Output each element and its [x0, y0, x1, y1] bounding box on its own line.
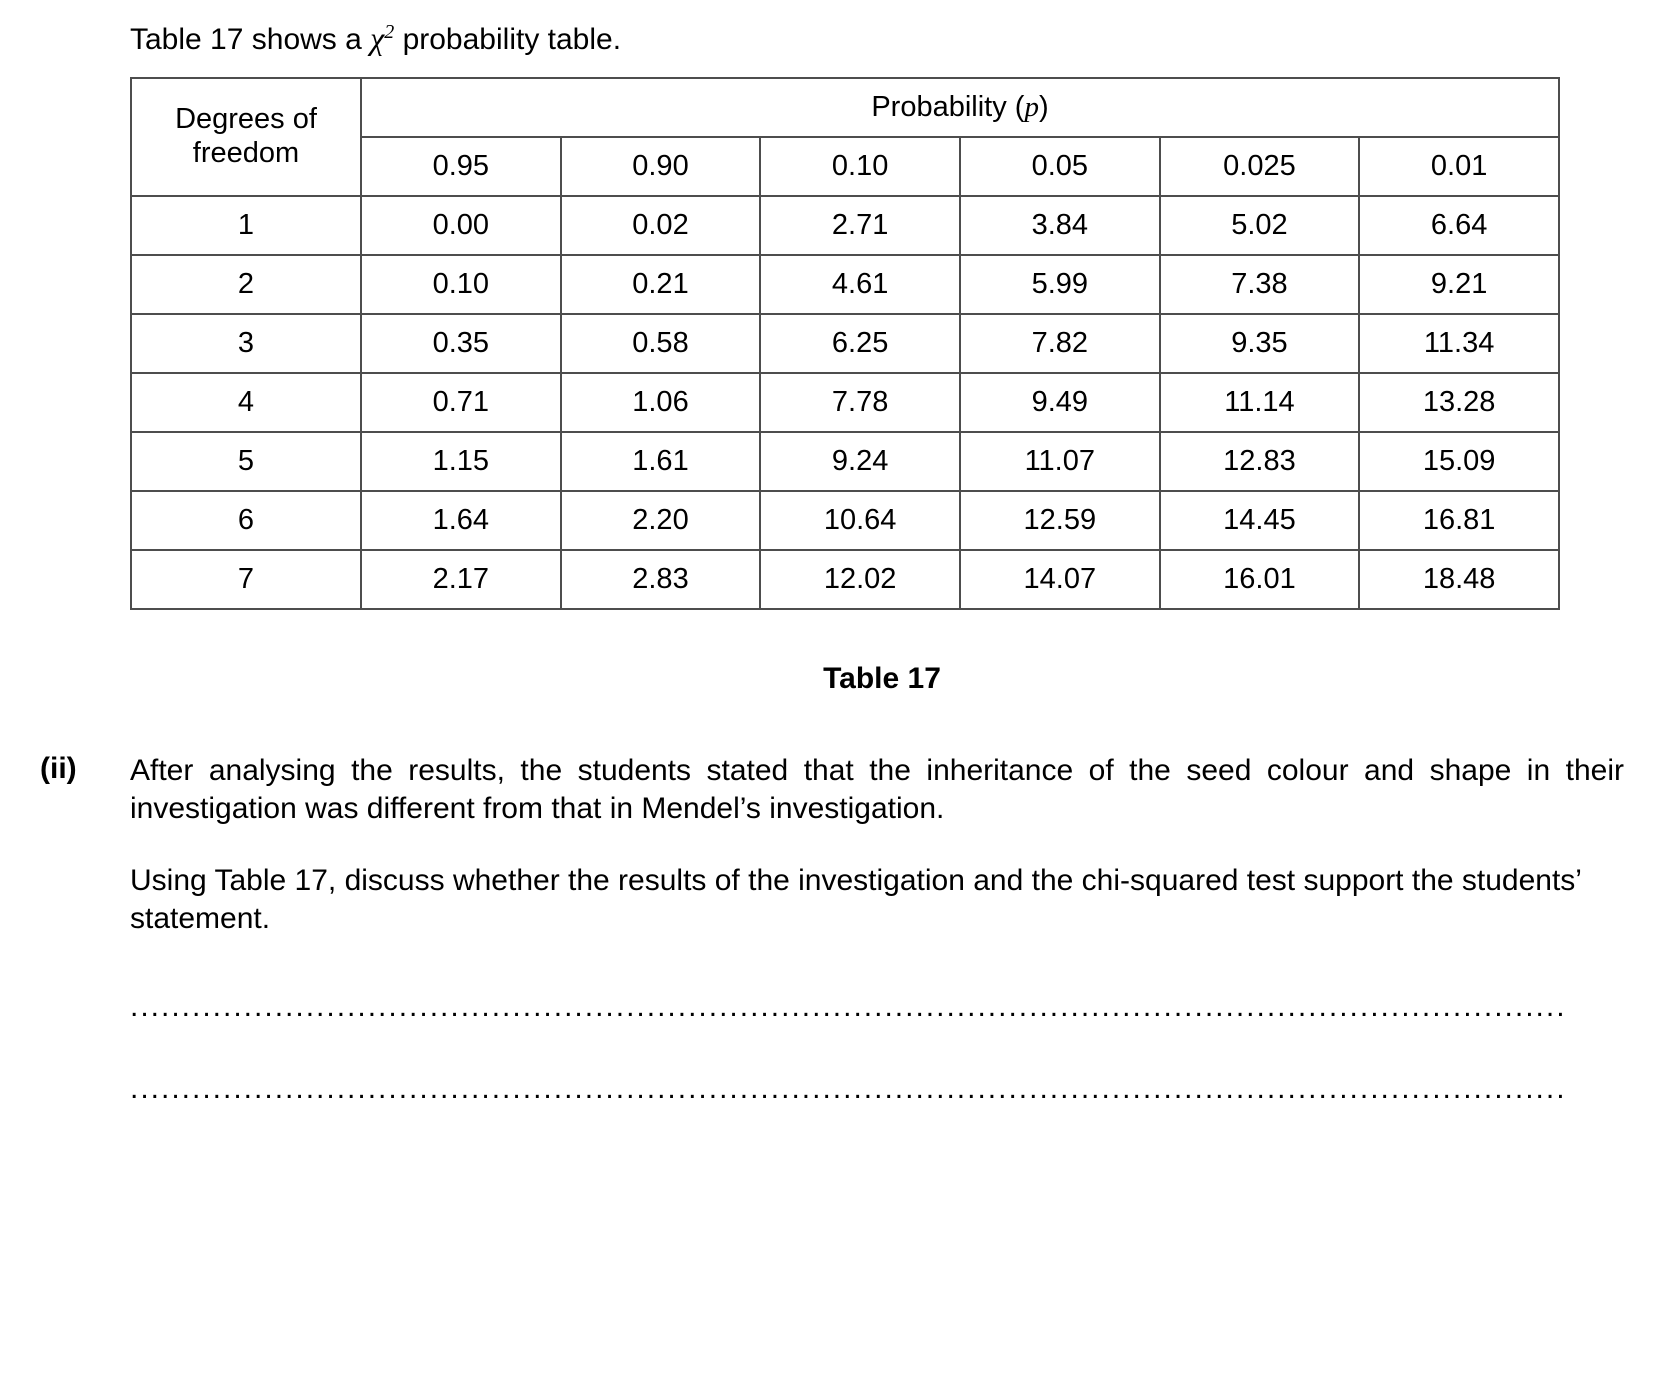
- cell: 4.61: [760, 255, 960, 314]
- probability-header-text: Probability (: [871, 90, 1025, 123]
- probability-header: [361, 78, 1559, 137]
- answer-line-2[interactable]: ...........................................................................................................................................: [130, 1071, 1567, 1105]
- cell: 0.10: [361, 255, 561, 314]
- cell: 12.83: [1160, 432, 1360, 491]
- table-row: [131, 314, 1559, 373]
- table-header-row-1: [131, 78, 1559, 137]
- df-value: 5: [131, 432, 361, 491]
- cell: 0.02: [561, 196, 761, 255]
- df-value: 6: [131, 491, 361, 550]
- column-header-4: 0.025: [1160, 137, 1360, 196]
- df-value: 2: [131, 255, 361, 314]
- question-paragraph-1: After analysing the results, the students stated that the inheritance of the seed colour and shape in their investigation was different from that in Mendel’s investigation.: [130, 753, 1624, 825]
- cell: 16.81: [1359, 491, 1559, 550]
- cell: 7.38: [1160, 255, 1360, 314]
- cell: 1.15: [361, 432, 561, 491]
- cell: 2.71: [760, 196, 960, 255]
- intro-before: Table 17 shows a: [130, 23, 371, 56]
- column-header-0: 0.95: [361, 137, 561, 196]
- cell: 6.25: [760, 314, 960, 373]
- cell: 5.99: [960, 255, 1160, 314]
- cell: 1.61: [561, 432, 761, 491]
- cell: 9.21: [1359, 255, 1559, 314]
- answer-line-1[interactable]: ...........................................................................................................................................: [130, 989, 1567, 1023]
- table-row: [131, 491, 1559, 550]
- table-body: [131, 196, 1559, 609]
- cell: 7.82: [960, 314, 1160, 373]
- df-value: 4: [131, 373, 361, 432]
- cell: 0.00: [361, 196, 561, 255]
- cell: 18.48: [1359, 550, 1559, 609]
- column-header-1: 0.90: [561, 137, 761, 196]
- chi-squared-probability-table: [130, 77, 1560, 610]
- table-row: [131, 550, 1559, 609]
- question-label: (ii): [40, 751, 77, 785]
- cell: 2.20: [561, 491, 761, 550]
- probability-header-close: ): [1038, 90, 1049, 123]
- cell: 12.59: [960, 491, 1160, 550]
- cell: 1.64: [361, 491, 561, 550]
- cell: 16.01: [1160, 550, 1360, 609]
- intro-after: probability table.: [394, 23, 622, 56]
- cell: 13.28: [1359, 373, 1559, 432]
- cell: 14.07: [960, 550, 1160, 609]
- cell: 0.35: [361, 314, 561, 373]
- column-header-3: 0.05: [960, 137, 1160, 196]
- question-paragraph-2: Using Table 17, discuss whether the results of the investigation and the chi-squared test support the students’ statement.: [130, 863, 1581, 935]
- question-block: [40, 752, 1634, 938]
- column-header-5: 0.01: [1359, 137, 1559, 196]
- cell: 2.83: [561, 550, 761, 609]
- table-caption: Table 17: [823, 661, 941, 695]
- cell: 14.45: [1160, 491, 1360, 550]
- cell: 5.02: [1160, 196, 1360, 255]
- table-row: [131, 432, 1559, 491]
- df-value: 7: [131, 550, 361, 609]
- cell: 0.71: [361, 373, 561, 432]
- cell: 0.58: [561, 314, 761, 373]
- cell: 7.78: [760, 373, 960, 432]
- intro-text: [130, 18, 1634, 59]
- table-row: [131, 373, 1559, 432]
- chi-symbol: χ: [370, 20, 385, 56]
- df-value: 1: [131, 196, 361, 255]
- cell: 11.14: [1160, 373, 1360, 432]
- chi-superscript: 2: [384, 21, 395, 43]
- table-row: [131, 196, 1559, 255]
- cell: 15.09: [1359, 432, 1559, 491]
- table-row: [131, 255, 1559, 314]
- cell: 9.49: [960, 373, 1160, 432]
- answer-lines[interactable]: [130, 986, 1570, 1110]
- cell: 6.64: [1359, 196, 1559, 255]
- probability-header-variable: p: [1024, 90, 1039, 123]
- df-value: 3: [131, 314, 361, 373]
- cell: 1.06: [561, 373, 761, 432]
- question-body: [130, 752, 1634, 938]
- cell: 12.02: [760, 550, 960, 609]
- table-head: [131, 78, 1559, 196]
- cell: 9.24: [760, 432, 960, 491]
- cell: 11.34: [1359, 314, 1559, 373]
- cell: 0.21: [561, 255, 761, 314]
- cell: 10.64: [760, 491, 960, 550]
- cell: 9.35: [1160, 314, 1360, 373]
- cell: 11.07: [960, 432, 1160, 491]
- cell: 2.17: [361, 550, 561, 609]
- column-header-2: 0.10: [760, 137, 960, 196]
- cell: 3.84: [960, 196, 1160, 255]
- degrees-of-freedom-header: Degrees of freedom: [131, 78, 361, 196]
